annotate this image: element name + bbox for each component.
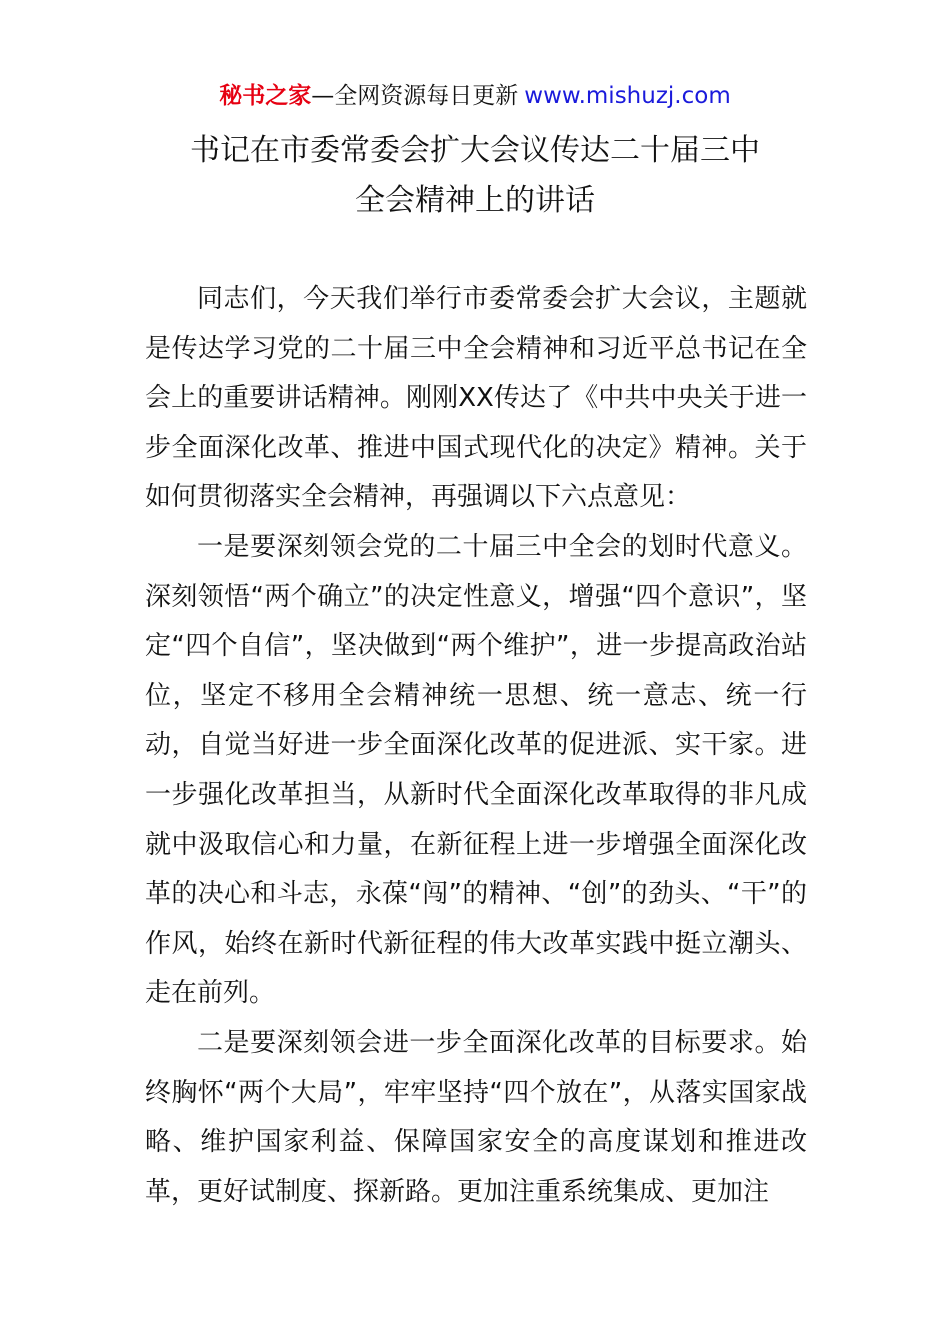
site-url-link[interactable]: www.mishuzj.com — [524, 83, 731, 109]
brand-name: 秘书之家 — [219, 83, 312, 109]
document-body — [145, 275, 807, 1217]
paragraph-3: 二是要深刻领会进一步全面深化改革的目标要求。始终胸怀“两个大局”，牢牢坚持“四个放在”，从落实国家战略、维护国家利益、保障国家安全的高度谋划和推进改革，更好试制度、探新路。更加注重系统集成、更加注 — [145, 1027, 807, 1207]
paragraph-1: 同志们，今天我们举行市委常委会扩大会议，主题就是传达学习党的二十届三中全会精神和习近平总书记在全会上的重要讲话精神。刚刚XX传达了《中共中央关于进一步全面深化改革、推进中国式现代化的决定》精神。关于如何贯彻落实全会精神，再强调以下六点意见： — [145, 284, 807, 513]
document-title — [0, 126, 950, 226]
paragraph-2: 一是要深刻领会党的二十届三中全会的划时代意义。深刻领悟“两个确立”的决定性意义，增强“四个意识”，坚定“四个自信”，坚决做到“两个维护”，进一步提高政治站位，坚定不移用全会精神统一思想、统一意志、统一行动，自觉当好进一步全面深化改革的促进派、实干家。进一步强化改革担当，从新时代全面深化改革取得的非凡成就中汲取信心和力量，在新征程上进一步增强全面深化改革的决心和斗志，永葆“闯”的精神、“创”的劲头、“干”的作风，始终在新时代新征程的伟大改革实践中挺立潮头、走在前列。 — [145, 531, 807, 1009]
title-line-1: 书记在市委常委会扩大会议传达二十届三中 — [190, 133, 760, 168]
header-tagline: —全网资源每日更新 — [311, 83, 519, 109]
site-header — [0, 80, 950, 112]
title-line-2: 全会精神上的讲话 — [355, 183, 595, 218]
